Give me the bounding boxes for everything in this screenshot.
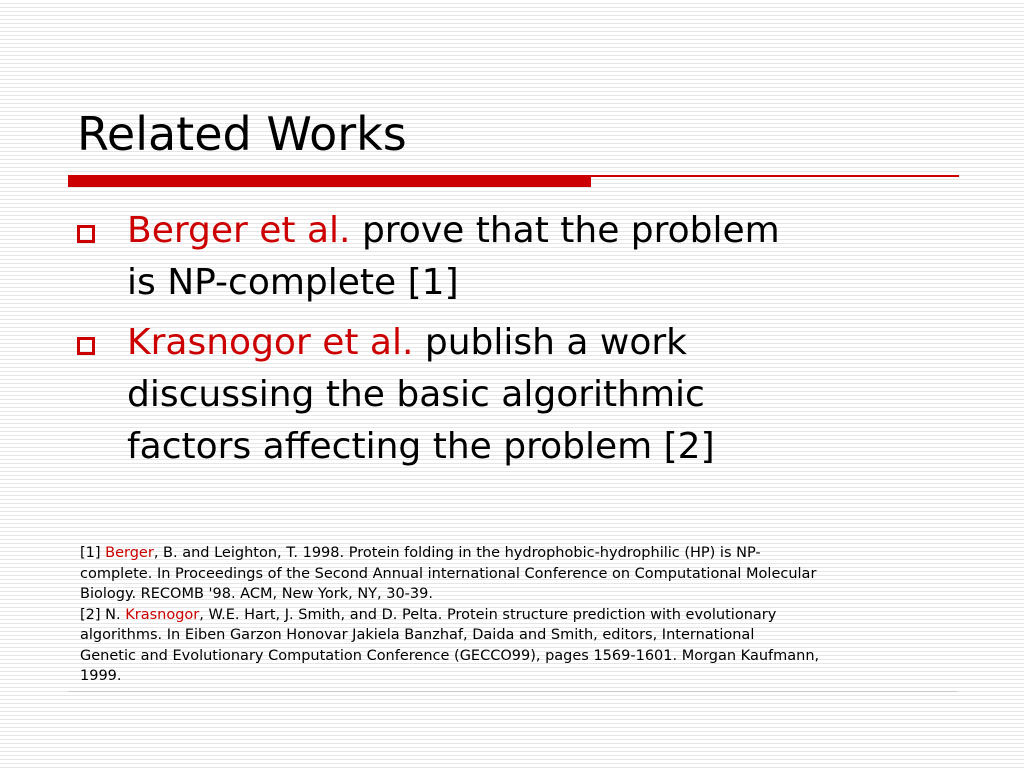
bullet-text: is NP-complete [1] <box>127 262 459 303</box>
bullet-text: factors affecting the problem [2] <box>127 426 715 467</box>
title-underline-thick <box>68 175 591 187</box>
bullet-item-krasnogor <box>77 317 957 473</box>
bullet-list <box>77 205 957 481</box>
reference-prefix: [1] <box>80 545 106 561</box>
reference-prefix: [2] N. <box>80 606 126 623</box>
bullet-text: publish a work <box>424 322 688 363</box>
reference-text: complete. In Proceedings of the Second Annual international Conference on Computational Molecular <box>80 565 817 582</box>
references <box>80 543 960 687</box>
title-underline-thin <box>591 175 959 177</box>
square-bullet-icon <box>77 225 95 243</box>
reference-text: , B. and Leighton, T. 1998. Protein folding in the hydrophobic-hydrophilic (HP) is NP- <box>153 545 761 561</box>
page-title: Related Works <box>77 107 407 161</box>
bottom-divider <box>68 691 958 692</box>
bullet-item-berger <box>77 205 957 309</box>
bullet-highlight: Berger et al. <box>127 210 351 251</box>
bullet-text: prove that the problem <box>361 210 780 251</box>
bullet-highlight: Krasnogor et al. <box>127 322 414 363</box>
reference-text: , W.E. Hart, J. Smith, and D. Pelta. Protein structure prediction with evolutionary <box>199 606 777 623</box>
reference-text: Genetic and Evolutionary Computation Conference (GECCO99), pages 1569-1601. Morgan Kaufmann, <box>80 647 820 664</box>
reference-text: 1999. <box>80 668 122 684</box>
reference-2 <box>80 605 960 687</box>
reference-1 <box>80 543 960 605</box>
reference-text: Biology. RECOMB '98. ACM, New York, NY, 30-39. <box>80 586 433 602</box>
reference-text: algorithms. In Eiben Garzon Honovar Jakiela Banzhaf, Daida and Smith, editors, International <box>80 627 755 643</box>
reference-author-highlight: Krasnogor <box>125 606 200 623</box>
reference-author-highlight: Berger <box>105 545 154 561</box>
square-bullet-icon <box>77 337 95 355</box>
bullet-text: discussing the basic algorithmic <box>127 374 705 415</box>
